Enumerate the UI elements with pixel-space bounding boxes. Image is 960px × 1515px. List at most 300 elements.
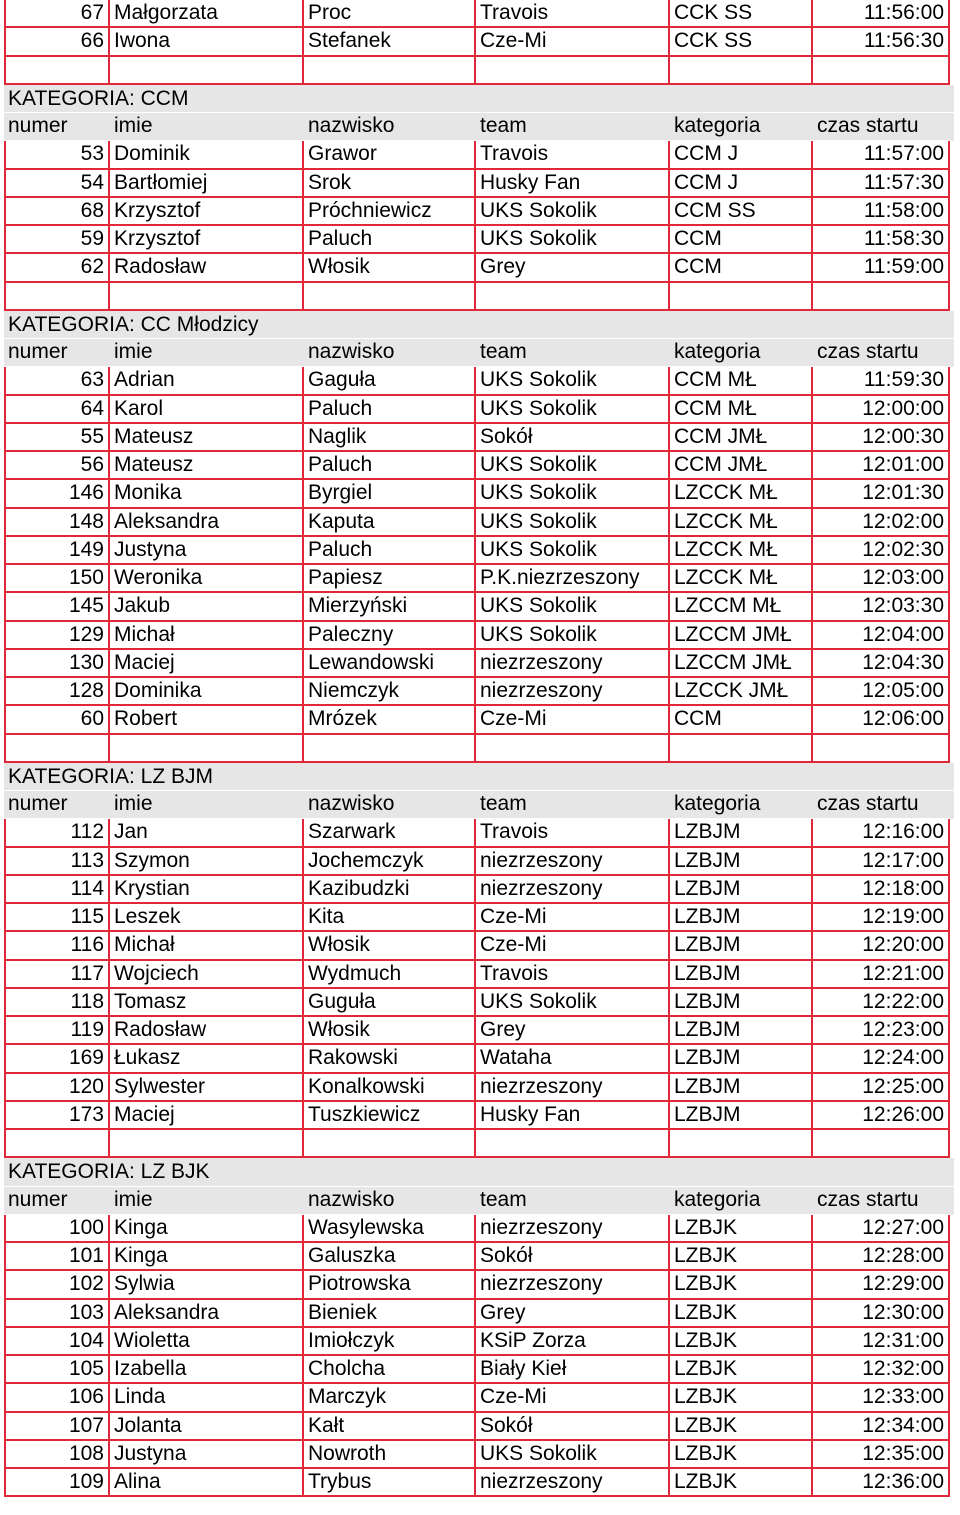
numer-cell: 53 [4,141,110,169]
team-cell: Grey [476,1017,670,1045]
table-row [4,1215,954,1243]
team-cell: UKS Sokolik [476,452,670,480]
empty-cell [670,57,813,85]
kategoria-cell: LZCCM JMŁ [670,650,813,678]
kategoria-cell: LZBJM [670,989,813,1017]
nazwisko-cell: Marczyk [304,1384,476,1412]
imie-cell: Wioletta [110,1328,304,1356]
table-row [4,1045,954,1073]
table-row [4,622,954,650]
empty-cell [476,57,670,85]
imie-cell: Robert [110,706,304,734]
table-row [4,0,954,28]
czas-startu-cell: 12:29:00 [813,1271,950,1299]
czas-startu-cell: 11:57:00 [813,141,950,169]
team-cell: Cze-Mi [476,706,670,734]
czas-startu-cell: 12:23:00 [813,1017,950,1045]
header-row [4,113,954,141]
nazwisko-cell: Guguła [304,989,476,1017]
table-row [4,170,954,198]
nazwisko-cell: Cholcha [304,1356,476,1384]
team-cell: Cze-Mi [476,28,670,56]
kategoria-cell: LZBJM [670,932,813,960]
nazwisko-cell: Wydmuch [304,961,476,989]
team-cell: niezrzeszony [476,650,670,678]
czas-startu-cell: 12:31:00 [813,1328,950,1356]
kategoria-cell: LZBJK [670,1469,813,1497]
imie-cell: Weronika [110,565,304,593]
column-header-nazwisko: nazwisko [304,791,476,819]
column-header-kategoria: kategoria [670,113,813,141]
kategoria-cell: LZBJK [670,1328,813,1356]
empty-cell [813,735,950,763]
empty-cell [304,57,476,85]
numer-cell: 107 [4,1413,110,1441]
kategoria-cell: CCK SS [670,28,813,56]
nazwisko-cell: Bieniek [304,1300,476,1328]
nazwisko-cell: Paluch [304,452,476,480]
imie-cell: Kinga [110,1215,304,1243]
kategoria-cell: CCM [670,226,813,254]
kategoria-cell: LZCCK MŁ [670,565,813,593]
kategoria-cell: LZBJK [670,1356,813,1384]
imie-cell: Jakub [110,593,304,621]
nazwisko-cell: Włosik [304,254,476,282]
numer-cell: 173 [4,1102,110,1130]
numer-cell: 59 [4,226,110,254]
czas-startu-cell: 12:25:00 [813,1074,950,1102]
kategoria-cell: LZBJK [670,1441,813,1469]
empty-cell [670,283,813,311]
imie-cell: Krzysztof [110,198,304,226]
team-cell: niezrzeszony [476,848,670,876]
column-header-czas: czas startu [813,113,950,141]
team-cell: UKS Sokolik [476,989,670,1017]
team-cell: Husky Fan [476,170,670,198]
empty-cell [110,283,304,311]
team-cell: UKS Sokolik [476,622,670,650]
table-row [4,509,954,537]
empty-cell [476,1130,670,1158]
team-cell: UKS Sokolik [476,509,670,537]
czas-startu-cell: 12:32:00 [813,1356,950,1384]
empty-cell [4,283,110,311]
czas-startu-cell: 12:18:00 [813,876,950,904]
numer-cell: 113 [4,848,110,876]
imie-cell: Michał [110,622,304,650]
blank-row [4,1130,954,1158]
column-header-kategoria: kategoria [670,1187,813,1215]
nazwisko-cell: Paluch [304,396,476,424]
imie-cell: Szymon [110,848,304,876]
czas-startu-cell: 12:22:00 [813,989,950,1017]
blank-row [4,57,954,85]
czas-startu-cell: 12:16:00 [813,819,950,847]
imie-cell: Bartłomiej [110,170,304,198]
nazwisko-cell: Paleczny [304,622,476,650]
team-cell: KSiP Zorza [476,1328,670,1356]
numer-cell: 101 [4,1243,110,1271]
czas-startu-cell: 12:30:00 [813,1300,950,1328]
table-row [4,1356,954,1384]
nazwisko-cell: Konalkowski [304,1074,476,1102]
czas-startu-cell: 12:02:00 [813,509,950,537]
czas-startu-cell: 12:28:00 [813,1243,950,1271]
nazwisko-cell: Imiołczyk [304,1328,476,1356]
numer-cell: 117 [4,961,110,989]
kategoria-cell: LZBJM [670,876,813,904]
team-cell: Travois [476,0,670,28]
kategoria-cell: LZCCM MŁ [670,593,813,621]
kategoria-cell: CCM SS [670,198,813,226]
table-row [4,932,954,960]
nazwisko-cell: Włosik [304,932,476,960]
table-row [4,848,954,876]
table-row [4,678,954,706]
czas-startu-cell: 11:58:00 [813,198,950,226]
kategoria-cell: LZBJK [670,1215,813,1243]
table-row [4,226,954,254]
column-header-czas: czas startu [813,339,950,367]
team-cell: UKS Sokolik [476,396,670,424]
empty-cell [476,283,670,311]
numer-cell: 150 [4,565,110,593]
imie-cell: Tomasz [110,989,304,1017]
czas-startu-cell: 12:35:00 [813,1441,950,1469]
czas-startu-cell: 12:27:00 [813,1215,950,1243]
imie-cell: Wojciech [110,961,304,989]
numer-cell: 130 [4,650,110,678]
empty-cell [813,1130,950,1158]
nazwisko-cell: Kazibudzki [304,876,476,904]
team-cell: Travois [476,961,670,989]
column-header-imie: imie [110,1187,304,1215]
czas-startu-cell: 12:17:00 [813,848,950,876]
table-row [4,1102,954,1130]
czas-startu-cell: 12:33:00 [813,1384,950,1412]
numer-cell: 68 [4,198,110,226]
kategoria-cell: CCM [670,254,813,282]
table-row [4,961,954,989]
category-title: KATEGORIA: CCM [4,85,954,113]
table-row [4,706,954,734]
numer-cell: 105 [4,1356,110,1384]
imie-cell: Krzysztof [110,226,304,254]
kategoria-cell: CCM MŁ [670,367,813,395]
czas-startu-cell: 12:03:00 [813,565,950,593]
nazwisko-cell: Szarwark [304,819,476,847]
numer-cell: 103 [4,1300,110,1328]
imie-cell: Linda [110,1384,304,1412]
nazwisko-cell: Galuszka [304,1243,476,1271]
kategoria-cell: LZBJM [670,1017,813,1045]
column-header-team: team [476,791,670,819]
team-cell: Sokół [476,1243,670,1271]
nazwisko-cell: Trybus [304,1469,476,1497]
numer-cell: 148 [4,509,110,537]
table-row [4,424,954,452]
table-row [4,1271,954,1299]
czas-startu-cell: 11:56:00 [813,0,950,28]
team-cell: UKS Sokolik [476,367,670,395]
imie-cell: Sylwia [110,1271,304,1299]
numer-cell: 112 [4,819,110,847]
kategoria-cell: CCK SS [670,0,813,28]
team-cell: Cze-Mi [476,932,670,960]
empty-cell [304,735,476,763]
team-cell: Sokół [476,1413,670,1441]
kategoria-cell: CCM JMŁ [670,424,813,452]
nazwisko-cell: Lewandowski [304,650,476,678]
imie-cell: Maciej [110,1102,304,1130]
empty-cell [4,57,110,85]
czas-startu-cell: 11:57:30 [813,170,950,198]
team-cell: UKS Sokolik [476,226,670,254]
table-row [4,565,954,593]
imie-cell: Jan [110,819,304,847]
column-header-imie: imie [110,339,304,367]
empty-cell [110,735,304,763]
numer-cell: 56 [4,452,110,480]
table-row [4,141,954,169]
table-row [4,904,954,932]
czas-startu-cell: 12:04:00 [813,622,950,650]
czas-startu-cell: 12:03:30 [813,593,950,621]
numer-cell: 115 [4,904,110,932]
imie-cell: Michał [110,932,304,960]
table-row [4,367,954,395]
kategoria-cell: LZBJK [670,1300,813,1328]
team-cell: Biały Kieł [476,1356,670,1384]
czas-startu-cell: 12:00:30 [813,424,950,452]
table-row [4,650,954,678]
nazwisko-cell: Paluch [304,226,476,254]
nazwisko-cell: Byrgiel [304,480,476,508]
nazwisko-cell: Grawor [304,141,476,169]
column-header-imie: imie [110,791,304,819]
kategoria-cell: LZCCK MŁ [670,509,813,537]
imie-cell: Mateusz [110,452,304,480]
numer-cell: 66 [4,28,110,56]
empty-cell [670,1130,813,1158]
empty-cell [4,735,110,763]
table-row [4,989,954,1017]
numer-cell: 169 [4,1045,110,1073]
imie-cell: Iwona [110,28,304,56]
nazwisko-cell: Gaguła [304,367,476,395]
table-row [4,452,954,480]
header-row [4,791,954,819]
column-header-kategoria: kategoria [670,791,813,819]
team-cell: niezrzeszony [476,1215,670,1243]
imie-cell: Mateusz [110,424,304,452]
czas-startu-cell: 12:24:00 [813,1045,950,1073]
kategoria-cell: LZBJK [670,1271,813,1299]
imie-cell: Izabella [110,1356,304,1384]
nazwisko-cell: Naglik [304,424,476,452]
imie-cell: Dominika [110,678,304,706]
kategoria-cell: LZCCK MŁ [670,537,813,565]
kategoria-cell: LZBJK [670,1243,813,1271]
czas-startu-cell: 11:58:30 [813,226,950,254]
imie-cell: Krystian [110,876,304,904]
imie-cell: Małgorzata [110,0,304,28]
team-cell: Sokół [476,424,670,452]
nazwisko-cell: Papiesz [304,565,476,593]
team-cell: Cze-Mi [476,1384,670,1412]
czas-startu-cell: 12:36:00 [813,1469,950,1497]
nazwisko-cell: Tuszkiewicz [304,1102,476,1130]
kategoria-cell: LZBJM [670,848,813,876]
column-header-team: team [476,113,670,141]
team-cell: Cze-Mi [476,904,670,932]
column-header-nazwisko: nazwisko [304,1187,476,1215]
kategoria-cell: LZBJM [670,1045,813,1073]
imie-cell: Leszek [110,904,304,932]
nazwisko-cell: Kita [304,904,476,932]
header-row [4,339,954,367]
numer-cell: 119 [4,1017,110,1045]
imie-cell: Adrian [110,367,304,395]
kategoria-cell: CCM J [670,170,813,198]
category-title: KATEGORIA: LZ BJM [4,763,954,791]
team-cell: UKS Sokolik [476,593,670,621]
nazwisko-cell: Wasylewska [304,1215,476,1243]
blank-row [4,735,954,763]
czas-startu-cell: 11:59:00 [813,254,950,282]
czas-startu-cell: 12:01:00 [813,452,950,480]
imie-cell: Maciej [110,650,304,678]
team-cell: UKS Sokolik [476,198,670,226]
czas-startu-cell: 12:19:00 [813,904,950,932]
team-cell: UKS Sokolik [476,480,670,508]
column-header-czas: czas startu [813,791,950,819]
empty-cell [813,283,950,311]
team-cell: niezrzeszony [476,1074,670,1102]
kategoria-cell: LZBJM [670,1102,813,1130]
nazwisko-cell: Stefanek [304,28,476,56]
imie-cell: Justyna [110,537,304,565]
numer-cell: 146 [4,480,110,508]
column-header-imie: imie [110,113,304,141]
team-cell: Travois [476,819,670,847]
column-header-numer: numer [4,113,110,141]
empty-cell [304,283,476,311]
czas-startu-cell: 11:59:30 [813,367,950,395]
numer-cell: 149 [4,537,110,565]
czas-startu-cell: 12:04:30 [813,650,950,678]
czas-startu-cell: 11:56:30 [813,28,950,56]
team-cell: niezrzeszony [476,678,670,706]
numer-cell: 129 [4,622,110,650]
numer-cell: 63 [4,367,110,395]
nazwisko-cell: Srok [304,170,476,198]
kategoria-cell: LZBJM [670,819,813,847]
table-row [4,1243,954,1271]
column-header-czas: czas startu [813,1187,950,1215]
czas-startu-cell: 12:26:00 [813,1102,950,1130]
table-row [4,254,954,282]
table-row [4,396,954,424]
table-row [4,1074,954,1102]
column-header-numer: numer [4,1187,110,1215]
kategoria-cell: LZCCM JMŁ [670,622,813,650]
table-row [4,1017,954,1045]
kategoria-cell: LZBJK [670,1413,813,1441]
empty-cell [4,1130,110,1158]
imie-cell: Aleksandra [110,509,304,537]
imie-cell: Dominik [110,141,304,169]
imie-cell: Karol [110,396,304,424]
numer-cell: 60 [4,706,110,734]
imie-cell: Radosław [110,1017,304,1045]
kategoria-cell: LZCCK MŁ [670,480,813,508]
table-row [4,593,954,621]
empty-cell [670,735,813,763]
team-cell: niezrzeszony [476,1271,670,1299]
column-header-numer: numer [4,791,110,819]
czas-startu-cell: 12:20:00 [813,932,950,960]
column-header-team: team [476,339,670,367]
numer-cell: 54 [4,170,110,198]
empty-cell [110,57,304,85]
imie-cell: Łukasz [110,1045,304,1073]
table-row [4,1384,954,1412]
column-header-numer: numer [4,339,110,367]
imie-cell: Monika [110,480,304,508]
imie-cell: Kinga [110,1243,304,1271]
numer-cell: 67 [4,0,110,28]
team-cell: Travois [476,141,670,169]
empty-cell [110,1130,304,1158]
blank-row [4,283,954,311]
numer-cell: 120 [4,1074,110,1102]
table-row [4,876,954,904]
imie-cell: Aleksandra [110,1300,304,1328]
empty-cell [304,1130,476,1158]
column-header-kategoria: kategoria [670,339,813,367]
numer-cell: 145 [4,593,110,621]
team-cell: Grey [476,1300,670,1328]
nazwisko-cell: Rakowski [304,1045,476,1073]
team-cell: P.K.niezrzeszony [476,565,670,593]
nazwisko-cell: Kałt [304,1413,476,1441]
kategoria-cell: LZCCK JMŁ [670,678,813,706]
nazwisko-cell: Nowroth [304,1441,476,1469]
column-header-nazwisko: nazwisko [304,339,476,367]
czas-startu-cell: 12:21:00 [813,961,950,989]
team-cell: Wataha [476,1045,670,1073]
team-cell: UKS Sokolik [476,1441,670,1469]
nazwisko-cell: Piotrowska [304,1271,476,1299]
category-title: KATEGORIA: CC Młodzicy [4,311,954,339]
kategoria-cell: CCM [670,706,813,734]
nazwisko-cell: Próchniewicz [304,198,476,226]
kategoria-cell: CCM JMŁ [670,452,813,480]
numer-cell: 128 [4,678,110,706]
imie-cell: Sylwester [110,1074,304,1102]
nazwisko-cell: Jochemczyk [304,848,476,876]
empty-cell [813,57,950,85]
czas-startu-cell: 12:02:30 [813,537,950,565]
nazwisko-cell: Mierzyński [304,593,476,621]
table-row [4,819,954,847]
numer-cell: 64 [4,396,110,424]
imie-cell: Justyna [110,1441,304,1469]
kategoria-cell: LZBJM [670,961,813,989]
kategoria-cell: LZBJM [670,1074,813,1102]
start-list-table [4,0,954,1497]
